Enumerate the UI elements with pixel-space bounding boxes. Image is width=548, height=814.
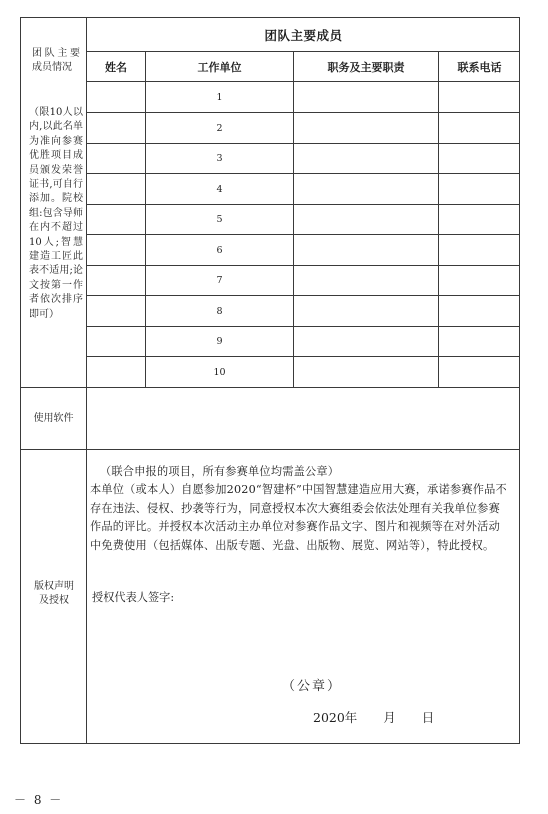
team-section-title: 团队主要成员 <box>264 27 343 43</box>
row-number: 5 <box>216 214 223 225</box>
member-name-cell[interactable] <box>87 296 145 326</box>
member-name-cell[interactable] <box>87 266 145 295</box>
member-duty-cell[interactable] <box>294 82 438 112</box>
member-name-cell[interactable] <box>87 144 145 173</box>
row-number: 1 <box>216 91 223 103</box>
copyright-declaration <box>90 463 508 555</box>
member-duty-cell[interactable] <box>294 266 438 295</box>
member-duty-cell[interactable] <box>294 327 438 356</box>
member-phone-cell[interactable] <box>439 82 520 112</box>
page-number: － 8 － <box>14 793 64 807</box>
column-header-phone: 联系电话 <box>457 60 502 74</box>
row-number: 8 <box>216 305 223 317</box>
date-month: 月 <box>383 710 396 725</box>
row-number: 6 <box>216 244 223 256</box>
member-phone-cell[interactable] <box>439 296 520 326</box>
official-seal-label: （公章） <box>282 679 343 694</box>
software-input-cell[interactable] <box>87 388 520 449</box>
team-members-label: 团队主要成员情况 <box>32 48 80 73</box>
member-name-cell[interactable] <box>87 235 145 265</box>
member-phone-cell[interactable] <box>439 266 520 295</box>
member-duty-cell[interactable] <box>294 205 438 234</box>
row-number: 7 <box>216 275 223 286</box>
member-duty-cell[interactable] <box>294 113 438 143</box>
date-day: 日 <box>421 710 435 725</box>
registration-form-table <box>20 17 520 744</box>
member-phone-cell[interactable] <box>439 205 520 234</box>
member-phone-cell[interactable] <box>439 174 520 204</box>
member-phone-cell[interactable] <box>439 113 520 143</box>
member-duty-cell[interactable] <box>294 357 438 387</box>
member-name-cell[interactable] <box>87 113 145 143</box>
member-duty-cell[interactable] <box>294 144 438 173</box>
section-divider <box>21 449 520 450</box>
software-label: 使用软件 <box>33 412 74 424</box>
copyright-label: 版权声明及授权 <box>34 581 74 606</box>
member-name-cell[interactable] <box>87 82 145 112</box>
member-phone-cell[interactable] <box>439 327 520 356</box>
column-header-name: 姓名 <box>105 60 127 74</box>
member-duty-cell[interactable] <box>294 296 438 326</box>
member-phone-cell[interactable] <box>439 357 520 387</box>
joint-application-note: （联合申报的项目，所有参赛单位均需盖公章） <box>100 465 340 478</box>
row-number: 9 <box>216 336 223 347</box>
signature-date <box>313 708 434 726</box>
team-members-note: （限10人以内,以此名单为准向参赛优胜项目成员颁发荣誉证书,可自行添加。院校组:包含导师在内不超过10人;智慧建造工匠此表不适用;论文按第一作者依次排序即可） <box>29 107 83 320</box>
row-number: 10 <box>213 366 226 378</box>
member-duty-cell[interactable] <box>294 235 438 265</box>
column-header-unit: 工作单位 <box>197 60 242 74</box>
member-duty-cell[interactable] <box>294 174 438 204</box>
date-year: 2020年 <box>313 710 358 725</box>
member-name-cell[interactable] <box>87 174 145 204</box>
authorization-statement: 本单位（或本人）自愿参加2020“智建杯”中国智慧建造应用大赛，承诺参赛作品不存在违法、侵权、抄袭等行为，同意授权本次大赛组委会依法处理有关我单位参赛作品的评比。并授权本次活动主办单位对参赛作品文字、图片和视频等在对外活动中免费使用（包括媒体、出版专题、光盘、出版物、展览、网站等），特此授权。 <box>90 483 507 552</box>
member-name-cell[interactable] <box>87 205 145 234</box>
member-phone-cell[interactable] <box>439 235 520 265</box>
row-number: 3 <box>216 153 223 164</box>
authorized-signature-label: 授权代表人签字: <box>92 591 175 604</box>
member-name-cell[interactable] <box>87 327 145 356</box>
row-number: 2 <box>216 122 223 134</box>
member-name-cell[interactable] <box>87 357 145 387</box>
row-number: 4 <box>216 183 223 195</box>
column-header-duty: 职务及主要职责 <box>327 60 405 74</box>
member-phone-cell[interactable] <box>439 144 520 173</box>
